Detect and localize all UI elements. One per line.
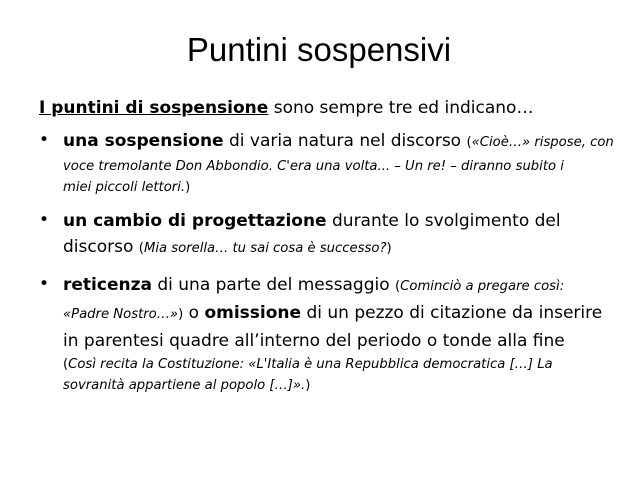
bullet-dot: •	[39, 130, 50, 150]
intro-rest: sono sempre tre ed indicano…	[268, 98, 534, 118]
bullet-3-line-1	[63, 272, 619, 300]
bullet-1-text: di varia natura nel discorso	[223, 131, 467, 151]
bullet-1-line-3	[63, 177, 619, 198]
bullet-2-text-2: discorso	[63, 237, 139, 257]
bullet-3-bold-2: omissione	[204, 303, 302, 323]
bullet-3-example-start: Cominciò a pregare così:	[400, 279, 565, 294]
bullet-3-text: di una parte del messaggio	[151, 275, 396, 295]
bullet-3-citation-start: Così recita la Costituzione: «L'Italia è una Repubblica democratica […] La	[68, 357, 553, 372]
bullet-dot: •	[39, 274, 50, 294]
bullet-1-close-paren: )	[185, 180, 191, 195]
bullet-1-example-end: miei piccoli lettori.	[63, 180, 186, 195]
bullet-reticenza	[39, 272, 619, 396]
bullet-1-bold: una sospensione	[63, 131, 224, 151]
bullet-3-open-paren: (	[395, 279, 401, 294]
bullet-2-open-paren: (	[138, 241, 144, 256]
bullet-2-line-1	[63, 208, 619, 234]
bullet-3-example-end: «Padre Nostro…»	[63, 307, 179, 322]
bullet-1-example-start: «Cioè…» rispose, con	[471, 135, 614, 150]
bullet-3-text-2: di un pezzo di citazione da inserire	[301, 303, 603, 323]
bullet-2-line-2	[63, 234, 619, 262]
bullet-2-bold: un cambio di progettazione	[63, 211, 327, 231]
bullet-2-text: durante lo svolgimento del	[326, 211, 561, 231]
bullet-3-bold: reticenza	[63, 275, 152, 295]
bullet-1-example-middle: voce tremolante Don Abbondio. C'era una volta... – Un re! – diranno subito i	[63, 159, 564, 174]
slide-title: Puntini sospensivi	[186, 31, 452, 68]
bullet-3-close-paren: )	[178, 307, 184, 322]
bullet-3-line-2	[63, 300, 619, 328]
bullet-3-connector: o	[183, 303, 205, 323]
bullet-1-line-1	[63, 128, 619, 156]
bullet-1-open-paren: (	[466, 135, 472, 150]
bullet-sospensione	[39, 128, 619, 198]
bullet-3-line-5	[63, 375, 619, 396]
bullet-1-line-2	[63, 156, 619, 177]
bullet-3-open-paren-2: (	[63, 357, 69, 372]
bullet-cambio-progettazione	[39, 208, 619, 262]
slide-content	[39, 96, 619, 406]
intro-line	[39, 96, 619, 120]
bullet-3-citation-end: sovranità appartiene al popolo […]».	[63, 378, 306, 393]
intro-term: I puntini di sospensione	[39, 98, 269, 118]
bullet-3-close-paren-2: )	[305, 378, 311, 393]
bullet-3-text-3: in parentesi quadre all’interno del periodo o tonde alla fine	[63, 331, 565, 351]
bullet-2-close-paren: )	[386, 241, 392, 256]
bullet-dot: •	[39, 210, 50, 230]
bullet-2-example: Mia sorella… tu sai cosa è successo?	[143, 241, 387, 256]
bullet-3-line-4	[63, 354, 619, 375]
bullet-3-line-3	[63, 328, 619, 354]
